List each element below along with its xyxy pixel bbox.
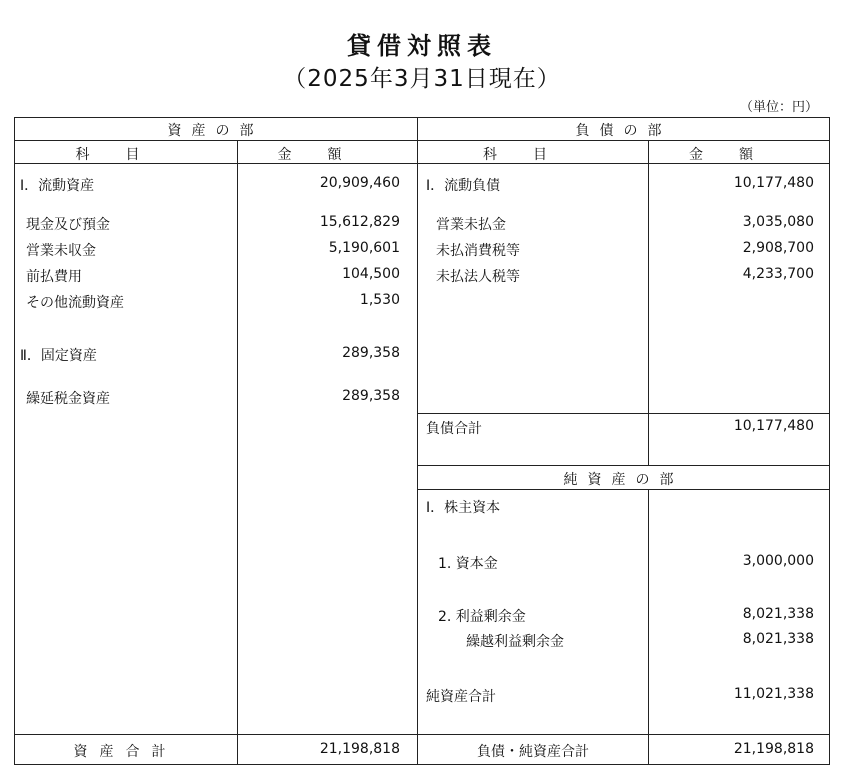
net-assets-header-top xyxy=(417,465,830,466)
deferred-tax-assets-amount: 289,358 xyxy=(342,388,400,404)
liabilities-total-line xyxy=(417,413,830,414)
liabilities-net-assets-total-label: 負債・純資産合計 xyxy=(477,744,589,760)
retained-earnings-label: 2. 利益剰余金 xyxy=(438,609,526,625)
assets-section-header: 資産の部 xyxy=(167,123,264,139)
document-date: （2025年3月31日現在） xyxy=(283,66,561,92)
liabilities-total-amount: 10,177,480 xyxy=(733,418,814,434)
accounts-receivable-amount: 5,190,601 xyxy=(328,240,400,256)
assets-amount-column-header: 金額 xyxy=(277,147,378,163)
accounts-receivable-label: 営業未収金 xyxy=(26,243,96,259)
prepaid-expenses-label: 前払費用 xyxy=(26,269,82,285)
liabilities-item-column-header: 科目 xyxy=(483,147,583,163)
income-tax-payable-label: 未払法人税等 xyxy=(436,269,520,285)
cash-deposits-amount: 15,612,829 xyxy=(319,214,400,230)
assets-total-label: 資産合計 xyxy=(73,744,178,760)
assets-item-column-header: 科目 xyxy=(75,147,176,163)
table-bottom-border xyxy=(14,764,830,765)
header-divider xyxy=(14,140,830,141)
current-liabilities-label: Ⅰ．流動負債 xyxy=(426,178,501,194)
fixed-assets-amount: 289,358 xyxy=(342,345,400,361)
cash-deposits-label: 現金及び預金 xyxy=(26,217,110,233)
liabilities-section-header: 負債の部 xyxy=(575,123,672,139)
deferred-tax-assets-label: 繰延税金資産 xyxy=(26,391,110,407)
other-current-assets-label: その他流動資産 xyxy=(26,295,124,311)
income-tax-payable-amount: 4,233,700 xyxy=(742,266,814,282)
consumption-tax-payable-amount: 2,908,700 xyxy=(742,240,814,256)
table-top-border xyxy=(14,117,830,118)
net-assets-header-bottom xyxy=(417,489,830,490)
document-title: 貸借対照表 xyxy=(347,32,497,60)
liabilities-amount-divider-lower xyxy=(648,489,649,765)
table-left-border xyxy=(14,117,15,765)
shareholders-equity-label: Ⅰ．株主資本 xyxy=(426,500,501,516)
current-liabilities-amount: 10,177,480 xyxy=(733,175,814,191)
capital-stock-amount: 3,000,000 xyxy=(742,553,814,569)
assets-total-amount: 21,198,818 xyxy=(319,741,400,757)
center-divider xyxy=(417,117,418,765)
current-assets-label: Ⅰ．流動資産 xyxy=(20,178,95,194)
table-right-border xyxy=(829,117,830,765)
liabilities-total-label: 負債合計 xyxy=(426,421,482,437)
retained-earnings-amount: 8,021,338 xyxy=(742,606,814,622)
other-current-assets-amount: 1,530 xyxy=(359,292,400,308)
fixed-assets-label: Ⅱ．固定資産 xyxy=(20,348,97,364)
liabilities-net-assets-total-amount: 21,198,818 xyxy=(733,741,814,757)
prepaid-expenses-amount: 104,500 xyxy=(342,266,400,282)
retained-earnings-carried-forward-amount: 8,021,338 xyxy=(742,631,814,647)
liabilities-amount-divider-upper xyxy=(648,140,649,465)
net-assets-total-amount: 11,021,338 xyxy=(733,686,814,702)
consumption-tax-payable-label: 未払消費税等 xyxy=(436,243,520,259)
grand-total-line xyxy=(14,734,830,735)
net-assets-section-header: 純資産の部 xyxy=(563,472,684,488)
accounts-payable-amount: 3,035,080 xyxy=(742,214,814,230)
liabilities-amount-column-header: 金額 xyxy=(689,147,789,163)
retained-earnings-carried-forward-label: 繰越利益剰余金 xyxy=(466,634,564,650)
current-assets-amount: 20,909,460 xyxy=(319,175,400,191)
assets-amount-divider xyxy=(237,140,238,765)
capital-stock-label: 1. 資本金 xyxy=(438,556,498,572)
net-assets-total-label: 純資産合計 xyxy=(426,689,496,705)
accounts-payable-label: 営業未払金 xyxy=(436,217,506,233)
unit-label: （単位：円） xyxy=(739,100,818,115)
